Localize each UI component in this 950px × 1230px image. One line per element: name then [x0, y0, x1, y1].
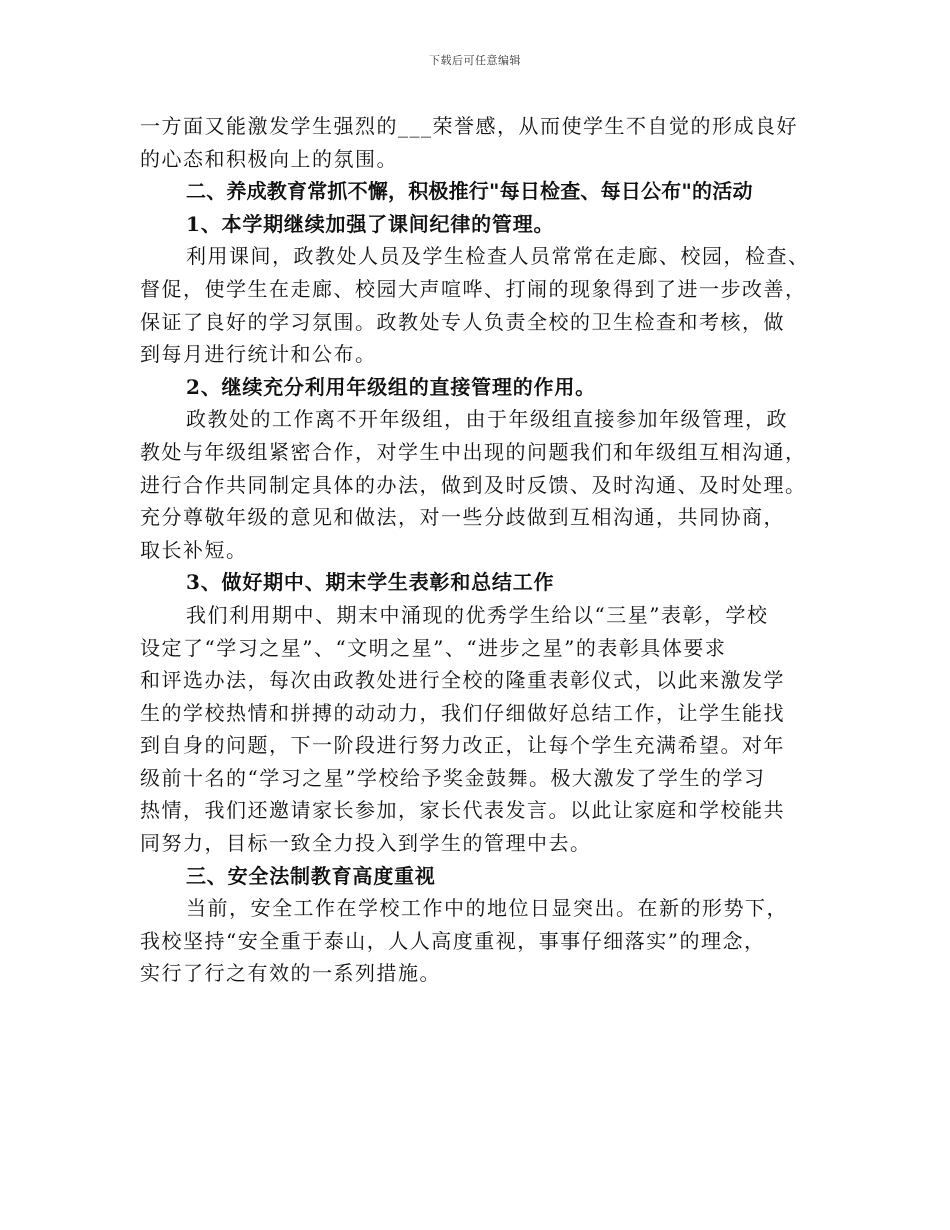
text-line: 实行了行之有效的一系列措施。: [140, 961, 441, 986]
text-line: 级前十名的“学习之星”学校给予奖金鼓舞。极大激发了学生的学习: [140, 765, 766, 790]
text-line: 我们利用期中、期末中涌现的优秀学生给以“三星”表彰，学校: [186, 602, 769, 627]
text-line: 和评选办法，每次由政教处进行全校的隆重表彰仪式，以此来激发学: [140, 668, 785, 693]
paragraph-body: [140, 240, 830, 370]
heading-text: 三、安全法制教育高度重视: [186, 863, 436, 888]
heading-text: 3、做好期中、期末学生表彰和总结工作: [186, 570, 555, 595]
text-line: 取长补短。: [140, 537, 248, 562]
text-line: 到每月进行统计和公布。: [140, 342, 377, 367]
document-body: [140, 110, 830, 990]
text-line: 一方面又能激发学生强烈的___荣誉感，从而使学生不自觉的形成良好: [140, 114, 798, 138]
text-line: 同努力，目标一致全力投入到学生的管理中去。: [140, 831, 592, 856]
text-line: 生的学校热情和拼搏的动动力，我们仔细做好总结工作，让学生能找: [140, 700, 785, 725]
text-line: 的心态和积极向上的氛围。: [140, 146, 398, 171]
section-heading-3: [140, 860, 830, 893]
heading-text: 1、本学期继续加强了课间纪律的管理。: [186, 211, 555, 236]
text-line: 到自身的问题，下一阶段进行努力改正，让每个学生充满希望。对年: [140, 733, 785, 758]
heading-text: 2、继续充分利用年级组的直接管理的作用。: [186, 374, 596, 399]
text-line: 我校坚持“安全重于泰山，人人高度重视，事事仔细落实”的理念，: [140, 928, 766, 953]
paragraph-body: [140, 892, 830, 990]
text-line: 进行合作共同制定具体的办法，做到及时反馈、及时沟通、及时处理。: [140, 472, 807, 497]
text-line: 利用课间，政教处人员及学生检查人员常常在走廊、校园，检查、: [186, 244, 810, 269]
heading-text: 二、养成教育常抓不懈，积极推行"每日检查、每日公布"的活动: [186, 179, 753, 204]
page-header: 下载后可任意编辑: [429, 54, 521, 67]
text-line: 保证了良好的学习氛围。政教处专人负责全校的卫生检查和考核，做: [140, 309, 785, 334]
paragraph-body: [140, 599, 830, 860]
section-heading-2: [140, 175, 830, 208]
text-line: 督促，使学生在走廊、校园大声喧哗、打闹的现象得到了进一步改善，: [140, 276, 807, 301]
paragraph-body: [140, 403, 830, 566]
subsection-heading-2: [140, 371, 830, 404]
text-line: 热情，我们还邀请家长参加，家长代表发言。以此让家庭和学校能共: [140, 798, 785, 823]
subsection-heading-1: [140, 208, 830, 241]
text-line: 政教处的工作离不开年级组，由于年级组直接参加年级管理，政: [186, 407, 788, 432]
subsection-heading-3: [140, 566, 830, 599]
paragraph-body: [140, 110, 830, 175]
text-line: 充分尊敬年级的意见和做法，对一些分歧做到互相沟通，共同协商，: [140, 505, 785, 530]
text-line: 教处与年级组紧密合作，对学生中出现的问题我们和年级组互相沟通，: [140, 439, 807, 464]
text-line: 设定了“学习之星”、“文明之星”、“进步之星”的表彰具体要求: [140, 635, 727, 660]
text-line: 当前，安全工作在学校工作中的地位日显突出。在新的形势下，: [186, 896, 788, 921]
